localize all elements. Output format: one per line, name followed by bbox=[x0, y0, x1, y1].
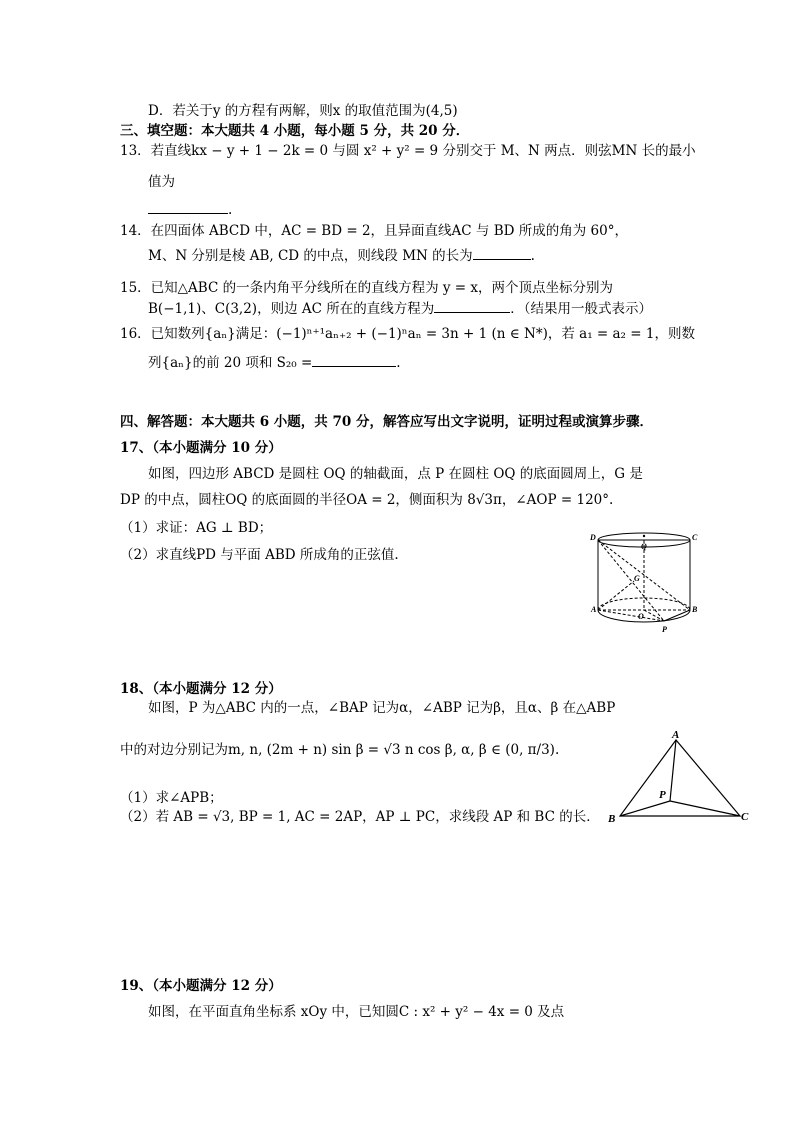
triangle-figure bbox=[604, 728, 754, 826]
vertex-label-a: A bbox=[672, 729, 680, 741]
answer-blank[interactable] bbox=[312, 352, 396, 367]
question-13-line2: 值为 bbox=[148, 174, 175, 190]
point-label-p: P bbox=[659, 789, 666, 801]
center-label-o: O bbox=[638, 612, 644, 621]
point-label-p: P bbox=[662, 625, 667, 634]
vertex-label-b: B bbox=[608, 813, 616, 825]
point-label-g: G bbox=[634, 574, 640, 583]
answer-blank[interactable] bbox=[148, 199, 228, 214]
question-16-line2: 列{aₙ}的前 20 项和 S₂₀ = . bbox=[148, 352, 401, 373]
answer-blank[interactable] bbox=[434, 298, 510, 313]
vertex-label-d: D bbox=[590, 533, 596, 542]
question-13-answer: . bbox=[148, 199, 232, 220]
vertex-label-a: A bbox=[591, 605, 597, 614]
question-18-part1: （1）求∠APB； bbox=[120, 790, 223, 806]
vertex-label-b: B bbox=[692, 605, 698, 614]
question-17-part1: （1）求证：AG ⊥ BD； bbox=[120, 520, 273, 536]
question-19-title: 19、（本小题满分 12 分） bbox=[120, 978, 282, 994]
section-4-title: 四、解答题：本大题共 6 小题，共 70 分，解答应写出文字说明，证明过程或演算步骤． bbox=[120, 414, 653, 430]
question-13-line1: 13．若直线kx − y + 1 − 2k = 0 与圆 x² + y² = 9 分别交于 M、N 两点．则弦MN 长的最小 bbox=[120, 143, 696, 159]
question-14-line2: M、N 分别是棱 AB, CD 的中点，则线段 MN 的长为 . bbox=[148, 245, 535, 266]
vertex-label-c: C bbox=[741, 811, 749, 823]
question-18-para1: 如图，P 为△ABC 内的一点，∠BAP 记为α，∠ABP 记为β，且α、β 在△ABP bbox=[148, 700, 616, 716]
question-15-line2: B(−1,1)、C(3,2)，则边 AC 所在的直线方程为 ．（结果用一般式表示） bbox=[148, 298, 652, 319]
question-17-part2: （2）求直线PD 与平面 ABD 所成角的正弦值. bbox=[120, 547, 399, 563]
question-19-para1: 如图，在平面直角坐标系 xOy 中，已知圆C : x² + y² − 4x = 0 及点 bbox=[148, 1004, 565, 1020]
question-15-line1: 15．已知△ABC 的一条内角平分线所在的直线方程为 y = x，两个顶点坐标分别为 bbox=[120, 280, 614, 296]
question-18-title: 18、（本小题满分 12 分） bbox=[120, 681, 282, 697]
cylinder-figure bbox=[588, 526, 702, 642]
question-18-part2: （2）若 AB = √3, BP = 1, AC = 2AP，AP ⊥ PC，求线段 AP 和 BC 的长． bbox=[120, 809, 600, 825]
question-14-line1: 14．在四面体 ABCD 中，AC = BD = 2，且异面直线AC 与 BD 所成的角为 60°， bbox=[120, 223, 628, 239]
question-18-para2: 中的对边分别记为m, n, (2m + n) sin β = √3 n cos β, α, β ∈ (0, π/3). bbox=[120, 742, 560, 758]
question-17-para1: 如图，四边形 ABCD 是圆柱 OQ 的轴截面，点 P 在圆柱 OQ 的底面圆周上，G 是 bbox=[148, 466, 643, 482]
answer-blank[interactable] bbox=[473, 245, 531, 260]
option-d: D．若关于y 的方程有两解，则x 的取值范围为(4,5) bbox=[148, 103, 458, 119]
question-17-title: 17、（本小题满分 10 分） bbox=[120, 440, 282, 456]
center-label-q: Q bbox=[641, 542, 647, 551]
question-16-line1: 16．已知数列{aₙ}满足：(−1)ⁿ⁺¹aₙ₊₂ + (−1)ⁿaₙ = 3n + 1 (n ∈ N*)，若 a₁ = a₂ = 1，则数 bbox=[120, 326, 695, 342]
vertex-label-c: C bbox=[692, 533, 698, 542]
question-17-para2: DP 的中点，圆柱OQ 的底面圆的半径OA = 2，侧面积为 8√3π，∠AOP = 120°. bbox=[120, 492, 614, 508]
section-3-title: 三、填空题：本大题共 4 小题，每小题 5 分，共 20 分． bbox=[120, 123, 470, 139]
